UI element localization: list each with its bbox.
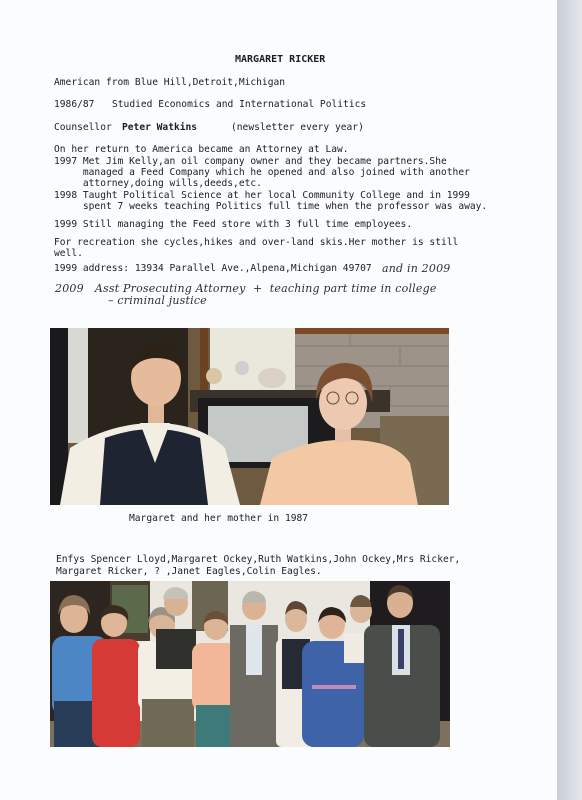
counsellor-name: Peter Watkins [122,122,198,133]
counsellor-note: (newsletter every year) [231,122,364,133]
page-edge [557,0,582,800]
entry-1997-line-2: managed a Feed Company which he opened and also joined with another [54,167,470,178]
photo-1-caption: Margaret and her mother in 1987 [129,513,309,524]
recreation-line-1: For recreation she cycles,hikes and over-land skis.Her mother is still [54,237,459,248]
photo-2-caption-line-1: Enfys Spencer Lloyd,Margaret Ockey,Ruth Watkins,John Ockey,Mrs Ricker, [56,554,461,565]
counsellor-label: Counsellor [54,122,112,133]
origin-line: American from Blue Hill,Detroit,Michigan [54,77,286,88]
entry-1999-line: 1999 Still managing the Feed store with 3 full time employees. [54,219,413,230]
entry-1998-line-2: spent 7 weeks teaching Politics full time when the professor was away. [54,201,488,212]
address-line: 1999 address: 13934 Parallel Ave.,Alpena,Michigan 49707 [54,263,372,274]
handwritten-note-line-1: 2009 Asst Prosecuting Attorney + teaching part time in college [55,282,437,295]
photo-margaret-and-mother [50,328,449,505]
return-line: On her return to America became an Attorney at Law. [54,144,349,155]
handwritten-address-note: and in 2009 [382,262,451,275]
recreation-line-2: well. [54,248,83,259]
document-title: MARGARET RICKER [235,54,326,65]
handwritten-note-line-2: – criminal justice [108,294,207,307]
entry-1998-line-1: 1998 Taught Political Science at her local Community College and in 1999 [54,190,470,201]
entry-1997-line-1: 1997 Met Jim Kelly,an oil company owner and they became partners.She [54,156,447,167]
studies-year: 1986/87 [54,99,95,110]
photo-group [50,581,450,747]
entry-1997-line-3: attorney,doing wills,deeds,etc. [54,178,262,189]
studies-text: Studied Economics and International Politics [112,99,367,110]
photo-2-caption-line-2: Margaret Ricker, ? ,Janet Eagles,Colin Eagles. [56,566,322,577]
